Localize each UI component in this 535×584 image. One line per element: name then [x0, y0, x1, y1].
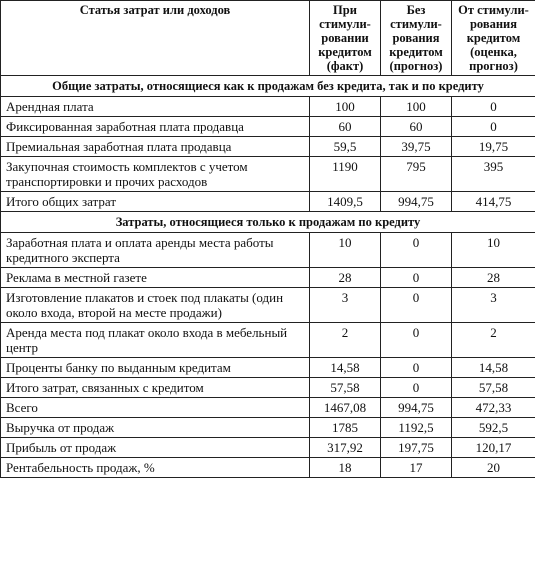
- cell-from-credit: 28: [452, 268, 535, 288]
- cell-with-credit: 3: [310, 288, 381, 323]
- row-label: Изготовление плакатов и стоек под плакаты (один около входа, второй на месте продажи): [1, 288, 310, 323]
- cell-from-credit: 2: [452, 323, 535, 358]
- cell-from-credit: 592,5: [452, 418, 535, 438]
- cell-from-credit: 472,33: [452, 398, 535, 418]
- table-row: [1, 323, 535, 358]
- section-title: Затраты, относящиеся только к продажам по кредиту: [1, 212, 535, 233]
- section-heading: [1, 76, 535, 97]
- cell-from-credit: 20: [452, 458, 535, 478]
- cell-from-credit: 19,75: [452, 137, 535, 157]
- cell-from-credit: 14,58: [452, 358, 535, 378]
- row-label: Выручка от продаж: [1, 418, 310, 438]
- cell-with-credit: 2: [310, 323, 381, 358]
- cell-with-credit: 1467,08: [310, 398, 381, 418]
- row-label: Заработная плата и оплата аренды места работы кредитного эксперта: [1, 233, 310, 268]
- section-title: Общие затраты, относящиеся как к продажам без кредита, так и по кредиту: [1, 76, 535, 97]
- cell-with-credit: 60: [310, 117, 381, 137]
- table-row: [1, 358, 535, 378]
- row-label: Итого общих затрат: [1, 192, 310, 212]
- table-row: [1, 378, 535, 398]
- cell-without-credit: 0: [381, 323, 452, 358]
- cell-from-credit: 3: [452, 288, 535, 323]
- cell-from-credit: 0: [452, 97, 535, 117]
- cell-from-credit: 395: [452, 157, 535, 192]
- cell-with-credit: 14,58: [310, 358, 381, 378]
- cell-without-credit: 0: [381, 378, 452, 398]
- cell-with-credit: 18: [310, 458, 381, 478]
- row-label: Итого затрат, связанных с кредитом: [1, 378, 310, 398]
- cell-from-credit: 120,17: [452, 438, 535, 458]
- row-label: Закупочная стоимость комплектов с учетом транспортировки и прочих расходов: [1, 157, 310, 192]
- row-label: Проценты банку по выданным кредитам: [1, 358, 310, 378]
- cell-without-credit: 994,75: [381, 192, 452, 212]
- header-row: [1, 1, 535, 76]
- cell-with-credit: 59,5: [310, 137, 381, 157]
- cell-without-credit: 60: [381, 117, 452, 137]
- row-label: Премиальная заработная плата продавца: [1, 137, 310, 157]
- row-label: Аренда места под плакат около входа в мебельный центр: [1, 323, 310, 358]
- section-heading: [1, 212, 535, 233]
- row-label: Всего: [1, 398, 310, 418]
- cell-without-credit: 0: [381, 268, 452, 288]
- header-item: Статья затрат или доходов: [1, 1, 310, 76]
- header-from-credit: От стимули-рования кредитом (оценка, прогноз): [452, 1, 535, 76]
- cell-with-credit: 1409,5: [310, 192, 381, 212]
- table-row: [1, 117, 535, 137]
- cell-with-credit: 28: [310, 268, 381, 288]
- cell-from-credit: 414,75: [452, 192, 535, 212]
- cell-without-credit: 17: [381, 458, 452, 478]
- header-without-credit: Без стимули-рования кредитом (прогноз): [381, 1, 452, 76]
- cell-without-credit: 0: [381, 358, 452, 378]
- header-with-credit: При стимули-ровании кредитом (факт): [310, 1, 381, 76]
- total-row: [1, 438, 535, 458]
- table-row: [1, 288, 535, 323]
- table-row: [1, 157, 535, 192]
- cell-with-credit: 317,92: [310, 438, 381, 458]
- cell-with-credit: 57,58: [310, 378, 381, 398]
- table-row: [1, 233, 535, 268]
- cell-without-credit: 0: [381, 233, 452, 268]
- cell-with-credit: 100: [310, 97, 381, 117]
- total-row: [1, 418, 535, 438]
- cell-from-credit: 57,58: [452, 378, 535, 398]
- row-label: Рентабельность продаж, %: [1, 458, 310, 478]
- cell-without-credit: 100: [381, 97, 452, 117]
- cell-without-credit: 0: [381, 288, 452, 323]
- cell-with-credit: 1190: [310, 157, 381, 192]
- row-label: Фиксированная заработная плата продавца: [1, 117, 310, 137]
- table-row: [1, 137, 535, 157]
- cell-without-credit: 994,75: [381, 398, 452, 418]
- row-label: Арендная плата: [1, 97, 310, 117]
- cell-without-credit: 197,75: [381, 438, 452, 458]
- table-row: [1, 268, 535, 288]
- total-row: [1, 458, 535, 478]
- cell-with-credit: 1785: [310, 418, 381, 438]
- cell-from-credit: 0: [452, 117, 535, 137]
- cell-from-credit: 10: [452, 233, 535, 268]
- row-label: Прибыль от продаж: [1, 438, 310, 458]
- cell-with-credit: 10: [310, 233, 381, 268]
- total-row: [1, 398, 535, 418]
- row-label: Реклама в местной газете: [1, 268, 310, 288]
- cell-without-credit: 39,75: [381, 137, 452, 157]
- cell-without-credit: 1192,5: [381, 418, 452, 438]
- cell-without-credit: 795: [381, 157, 452, 192]
- table-row: [1, 97, 535, 117]
- table-row: [1, 192, 535, 212]
